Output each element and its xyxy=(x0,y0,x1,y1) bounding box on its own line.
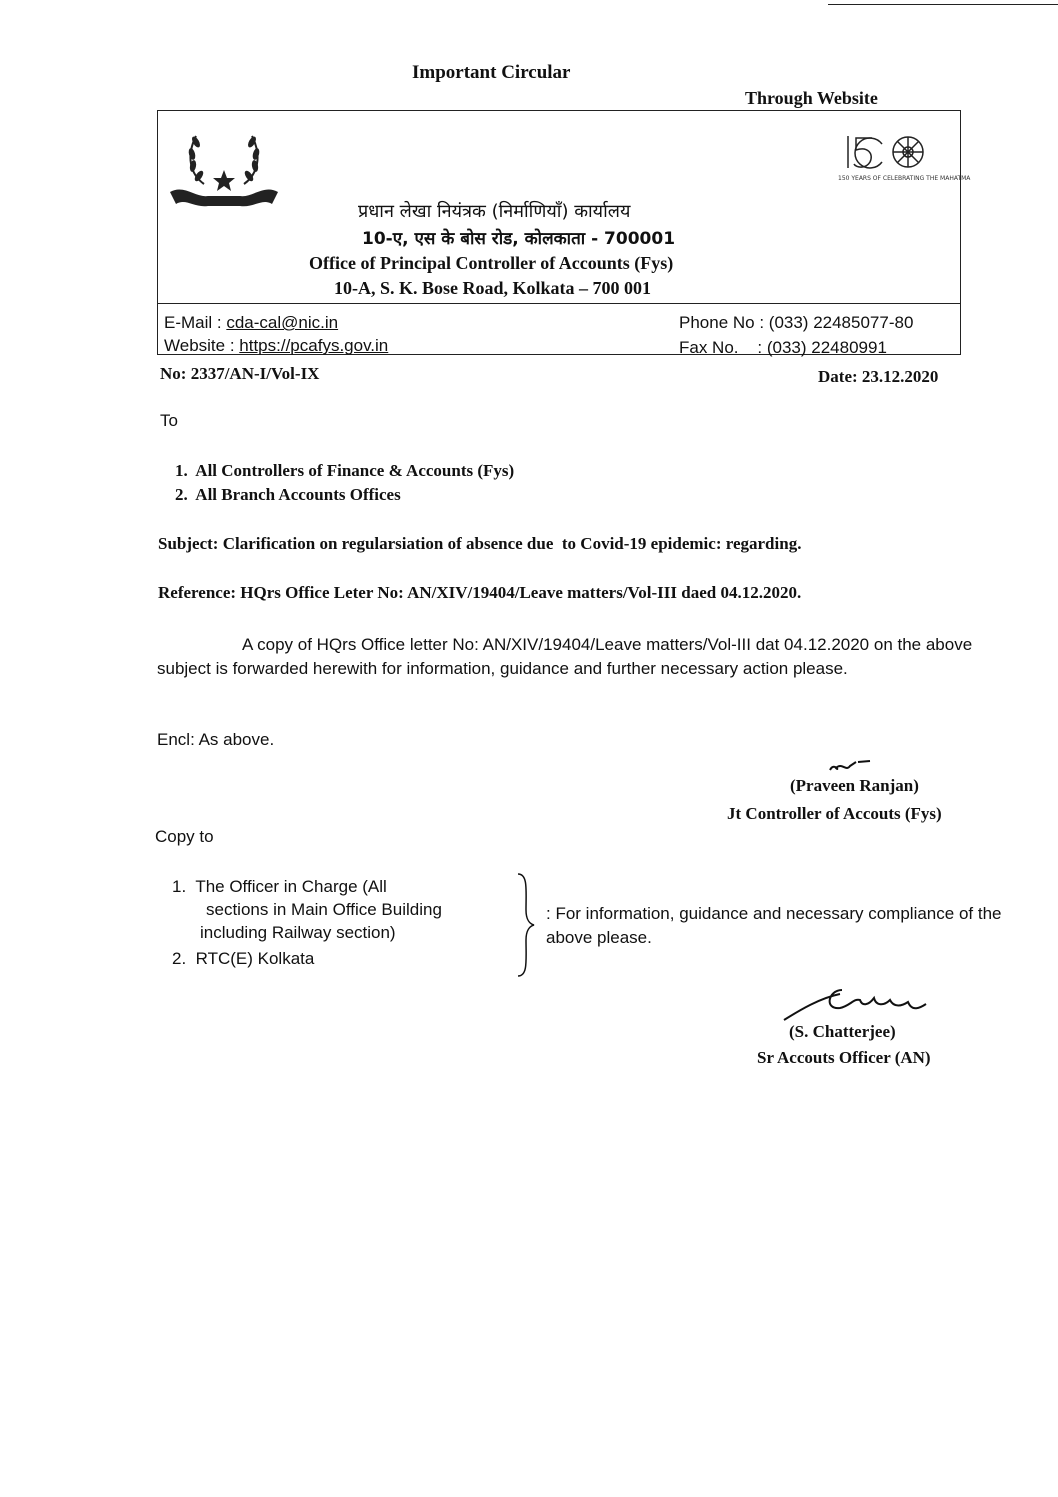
top-rule xyxy=(828,4,1058,5)
letter-date: Date: 23.12.2020 xyxy=(818,367,939,386)
signatory-name: (S. Chatterjee) xyxy=(789,1022,896,1041)
office-address: 10-A, S. K. Bose Road, Kolkata – 700 001 xyxy=(334,278,652,298)
gandhi-150-caption: 150 YEARS OF CELEBRATING THE MAHATMA xyxy=(838,175,971,182)
copy-item: 2. RTC(E) Kolkata xyxy=(172,949,315,968)
email-link[interactable]: cda-cal@nic.in xyxy=(226,313,339,332)
circular-mode: Through Website xyxy=(745,88,878,108)
signatory-designation: Jt Controller of Accouts (Fys) xyxy=(727,804,942,823)
office-emblem-icon xyxy=(166,126,282,214)
initials-signature-icon xyxy=(826,756,876,776)
letter-number: No: 2337/AN-I/Vol-IX xyxy=(160,364,320,383)
enclosure-line: Encl: As above. xyxy=(157,730,275,749)
website-line xyxy=(164,336,388,356)
copy-to-label: Copy to xyxy=(155,827,214,846)
email-line xyxy=(164,313,338,333)
grouping-brace-icon xyxy=(512,870,540,980)
letterhead-divider xyxy=(157,303,961,304)
handwritten-signature-icon xyxy=(780,984,930,1024)
signatory-name: (Praveen Ranjan) xyxy=(790,776,919,795)
to-label: To xyxy=(160,411,178,430)
office-name: Office of Principal Controller of Accounts (Fys) xyxy=(309,253,674,273)
subject-line: Subject: Clarification on regularsiation of absence due to Covid-19 epidemic: regarding. xyxy=(158,534,802,553)
recipient-item: 2. All Branch Accounts Offices xyxy=(175,485,401,504)
office-address-hindi: 10-ए, एस के बोस रोड, कोलकाता - 700001 xyxy=(362,229,676,249)
office-name-hindi: प्रधान लेखा नियंत्रक (निर्माणियाँ) कार्यालय xyxy=(358,201,631,222)
website-link[interactable]: https://pcafys.gov.in xyxy=(239,336,389,355)
circular-title: Important Circular xyxy=(412,62,571,83)
copy-item-continuation: sections in Main Office Building xyxy=(206,900,442,919)
fax-number: Fax No. : (033) 22480991 xyxy=(679,338,887,357)
copy-note: : For information, guidance and necessary compliance of the above please. xyxy=(546,904,1002,947)
reference-line: Reference: HQrs Office Leter No: AN/XIV/19404/Leave matters/Vol-III daed 04.12.2020. xyxy=(158,583,802,602)
copy-item: 1. The Officer in Charge (All xyxy=(172,877,387,896)
website-label: Website : xyxy=(164,336,240,355)
recipient-item: 1. All Controllers of Finance & Accounts (Fys) xyxy=(175,461,515,480)
signatory-designation: Sr Accouts Officer (AN) xyxy=(757,1048,931,1067)
gandhi-150-emblem-icon xyxy=(838,132,971,202)
body-paragraph: A copy of HQrs Office letter No: AN/XIV/19404/Leave matters/Vol-III dat 04.12.2020 on the above subject is forwarded herewith for information, guidance and further necessary action please. xyxy=(157,635,973,678)
email-label: E-Mail : xyxy=(164,313,227,332)
copy-item-continuation: including Railway section) xyxy=(200,923,396,942)
phone-number: Phone No : (033) 22485077-80 xyxy=(679,313,914,332)
